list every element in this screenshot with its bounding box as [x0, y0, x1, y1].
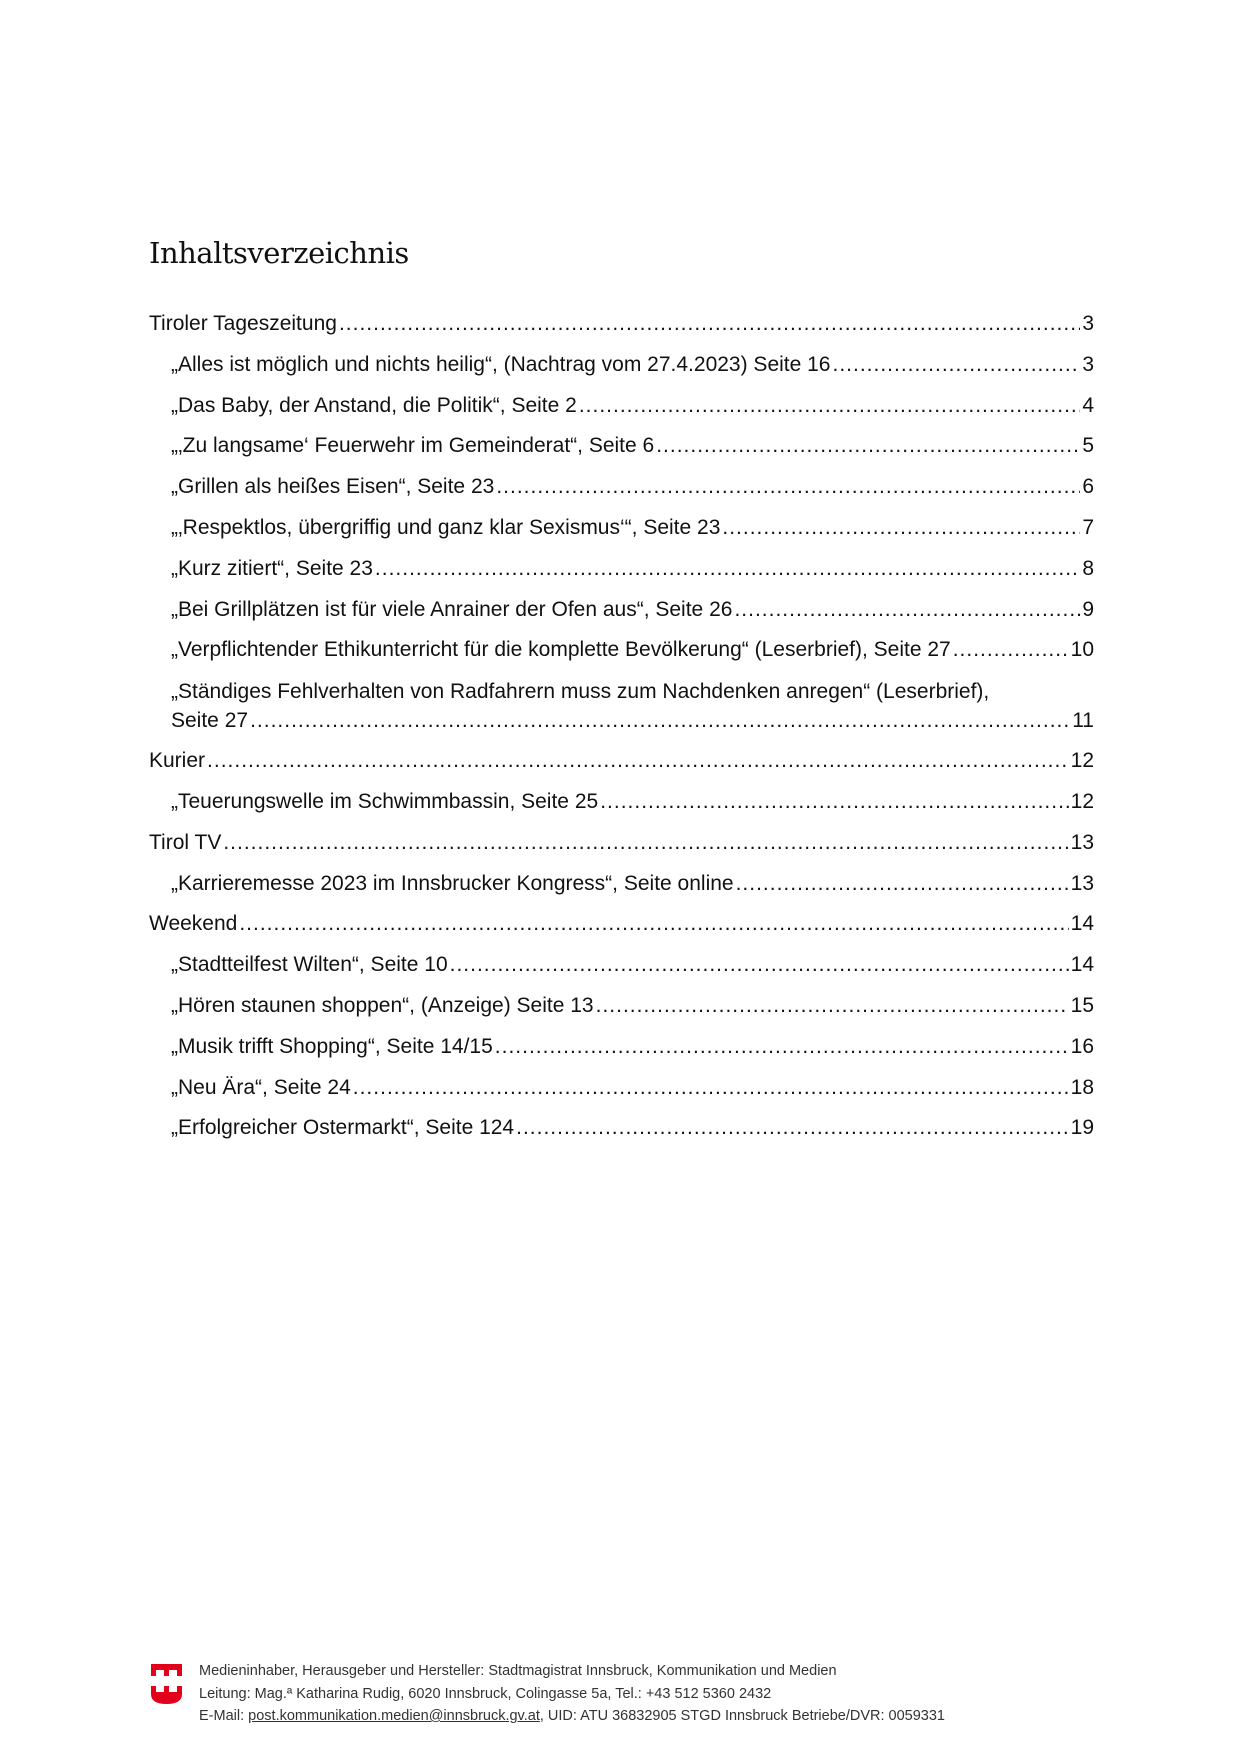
dot-leader: [353, 1068, 1069, 1109]
toc-page-number: 4: [1082, 393, 1094, 417]
toc-entry[interactable]: [149, 986, 1094, 1027]
toc-page-number: 19: [1070, 1116, 1094, 1140]
toc-page-number: 13: [1070, 871, 1094, 895]
footer-management: Leitung: Mag.ª Katharina Rudig, 6020 Innsbruck, Colingasse 5a, Tel.: +43 512 5360 2432: [199, 1685, 772, 1702]
toc-page-number: 14: [1070, 953, 1094, 977]
toc-entry-title: „Stadtteilfest Wilten“, Seite 10: [171, 953, 448, 977]
dot-leader: [239, 904, 1068, 945]
toc-entry-title: „Hören staunen shoppen“, (Anzeige) Seite 13: [171, 993, 594, 1017]
dot-leader: [596, 986, 1069, 1027]
toc-entry[interactable]: [149, 549, 1094, 590]
toc-section[interactable]: [149, 904, 1094, 945]
toc-page-number: 15: [1070, 993, 1094, 1017]
toc-entry[interactable]: [149, 1108, 1094, 1149]
dot-leader: [223, 823, 1068, 864]
toc-entry-title: „Ständiges Fehlverhalten von Radfahrern muss zum Nachdenken anregen“ (Leserbrief),: [171, 680, 990, 704]
dot-leader: [339, 304, 1080, 345]
toc-entry[interactable]: [149, 590, 1094, 631]
dot-leader: [833, 345, 1081, 386]
toc-entry-title: „‚Respektlos, übergriffig und ganz klar Sexismus‘“, Seite 23: [171, 515, 721, 539]
toc-entry[interactable]: [149, 345, 1094, 386]
dot-leader: [495, 1027, 1069, 1068]
toc-page-number: 7: [1082, 515, 1094, 539]
toc-page-number: 12: [1070, 749, 1094, 773]
dot-leader: [450, 945, 1069, 986]
toc-entry-title: Tiroler Tageszeitung: [149, 312, 337, 335]
toc-entry[interactable]: [149, 467, 1094, 508]
dot-leader: [375, 549, 1080, 590]
toc-entry[interactable]: [149, 864, 1094, 905]
toc-entry-title: Weekend: [149, 912, 238, 936]
toc-page-number: 8: [1082, 556, 1094, 580]
dot-leader: [579, 386, 1080, 427]
toc-entry-title-cont: Seite 27: [171, 709, 249, 733]
toc-entry-title: „Musik trifft Shopping“, Seite 14/15: [171, 1034, 493, 1058]
toc-entry-title: „‚Zu langsame‘ Feuerwehr im Gemeinderat“, Seite 6: [171, 434, 655, 458]
toc-entry[interactable]: [149, 426, 1094, 467]
toc-page-number: 3: [1082, 312, 1094, 335]
toc-page-number: 16: [1070, 1034, 1094, 1058]
toc-page-number: 9: [1082, 597, 1094, 621]
dot-leader: [600, 782, 1068, 823]
toc-entry-title: „Das Baby, der Anstand, die Politik“, Seite 2: [171, 393, 577, 417]
dot-leader: [953, 630, 1069, 671]
toc-entry-title: „Karrieremesse 2023 im Innsbrucker Kongress“, Seite online: [171, 871, 734, 895]
toc-entry[interactable]: [149, 945, 1094, 986]
page-title: Inhaltsverzeichnis: [149, 236, 409, 270]
footer-contact: E-Mail: post.kommunikation.medien@innsbruck.gv.at, UID: ATU 36832905 STGD Innsbruck Betriebe/DVR: 0059331: [199, 1708, 945, 1724]
toc-section[interactable]: [149, 823, 1094, 864]
toc-page-number: 18: [1070, 1075, 1094, 1099]
table-of-contents: [149, 304, 1094, 1149]
toc-entry-title: Tirol TV: [149, 830, 222, 854]
toc-entry-title: „Alles ist möglich und nichts heilig“, (Nachtrag vom 27.4.2023) Seite 16: [171, 352, 831, 376]
footer-publisher: Medieninhaber, Herausgeber und Hersteller: Stadtmagistrat Innsbruck, Kommunikation und Medien: [199, 1663, 837, 1679]
dot-leader: [516, 1108, 1069, 1149]
toc-page-number: 6: [1082, 475, 1094, 499]
toc-entry-title: „Verpflichtender Ethikunterricht für die komplette Bevölkerung“ (Leserbrief), Seite 27: [171, 638, 951, 662]
toc-page-number: 13: [1070, 830, 1094, 854]
dot-leader: [496, 467, 1080, 508]
toc-page-number: 10: [1070, 638, 1094, 662]
dot-leader: [736, 864, 1069, 905]
toc-entry[interactable]: [149, 671, 1094, 741]
dot-leader: [250, 706, 1070, 735]
dot-leader: [656, 426, 1080, 467]
email-link[interactable]: post.kommunikation.medien@innsbruck.gv.at: [248, 1708, 540, 1724]
toc-entry-title: „Erfolgreicher Ostermarkt“, Seite 124: [171, 1116, 515, 1140]
toc-section[interactable]: [149, 741, 1094, 782]
toc-page-number: 12: [1070, 789, 1094, 813]
toc-page-number: 3: [1082, 352, 1094, 376]
toc-entry-title: „Grillen als heißes Eisen“, Seite 23: [171, 475, 495, 499]
toc-entry[interactable]: [149, 1068, 1094, 1109]
toc-entry[interactable]: [149, 508, 1094, 549]
dot-leader: [722, 508, 1080, 549]
toc-page-number: 11: [1072, 709, 1094, 733]
toc-entry[interactable]: [149, 782, 1094, 823]
dot-leader: [207, 741, 1069, 782]
dot-leader: [734, 590, 1080, 631]
toc-entry[interactable]: [149, 386, 1094, 427]
toc-entry[interactable]: [149, 630, 1094, 671]
toc-entry-title: „Teuerungswelle im Schwimmbassin, Seite 25: [171, 789, 599, 813]
toc-page-number: 14: [1070, 912, 1094, 936]
toc-entry-title: „Neu Ära“, Seite 24: [171, 1075, 351, 1099]
toc-entry-title: „Kurz zitiert“, Seite 23: [171, 556, 373, 580]
toc-entry-title: Kurier: [149, 749, 206, 773]
innsbruck-logo-icon: [151, 1664, 182, 1708]
toc-entry-title: „Bei Grillplätzen ist für viele Anrainer der Ofen aus“, Seite 26: [171, 597, 733, 621]
toc-section[interactable]: [149, 304, 1094, 345]
toc-page-number: 5: [1082, 434, 1094, 458]
toc-entry[interactable]: [149, 1027, 1094, 1068]
